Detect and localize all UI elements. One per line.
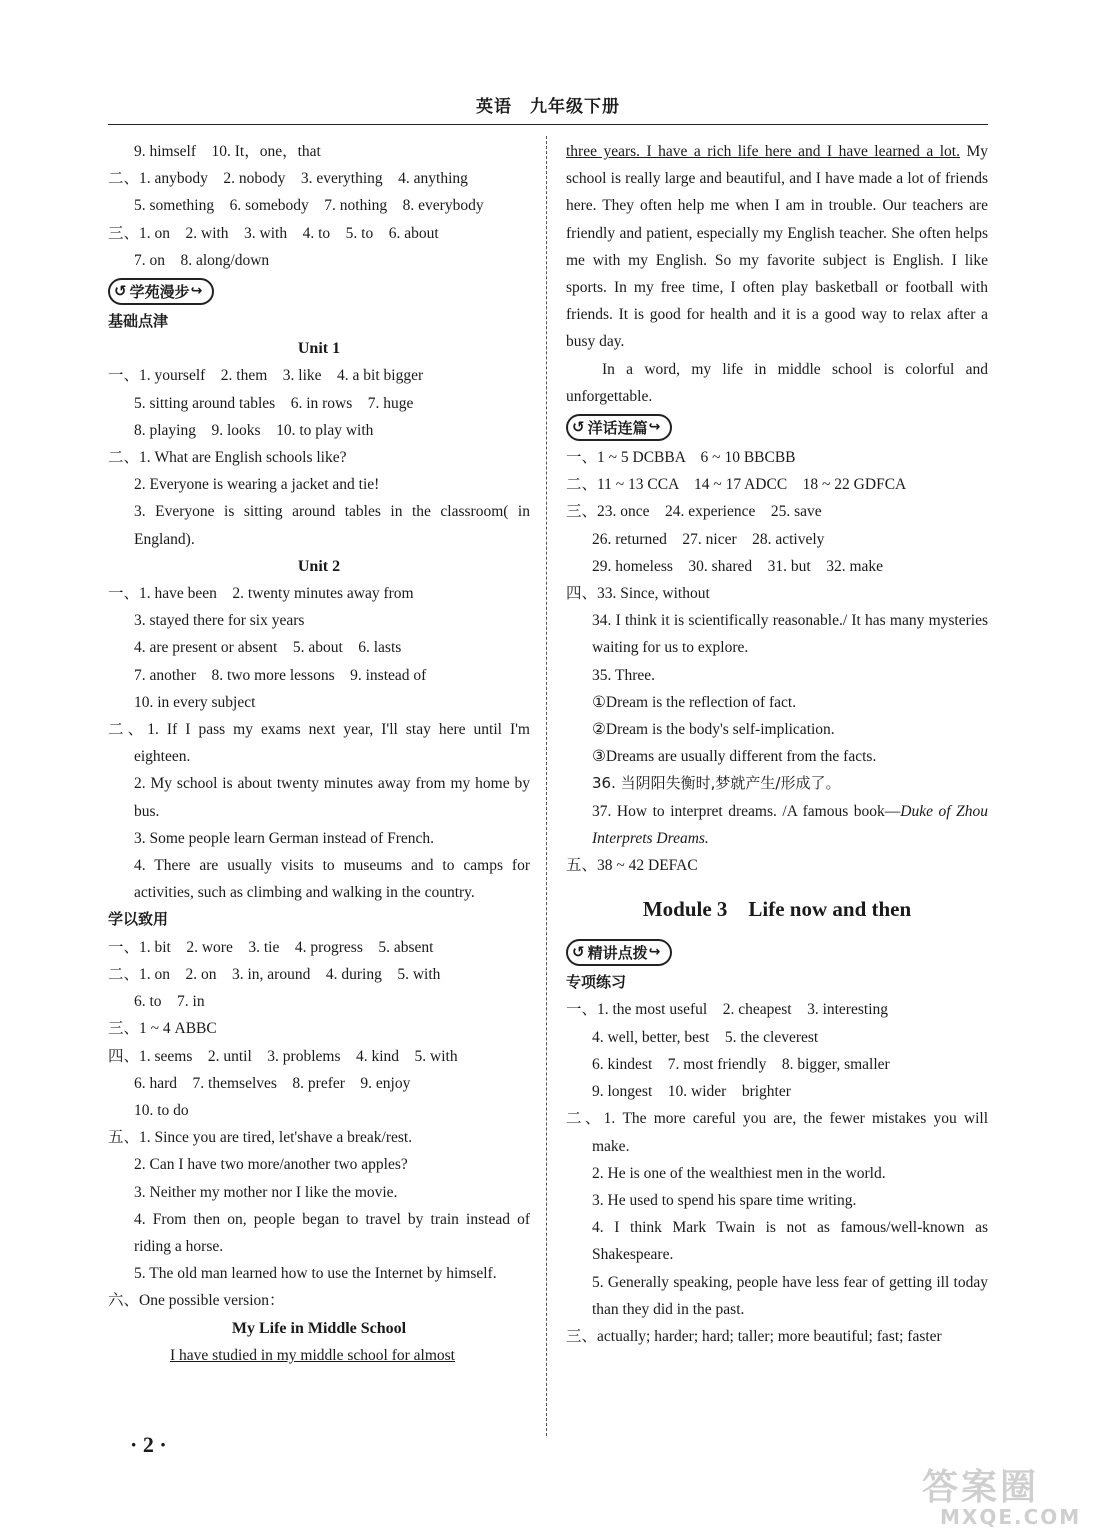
answer-line: 4. well, better, best 5. the cleverest bbox=[592, 1028, 819, 1046]
answer-line: 4. From then on, people began to travel by train instead of riding a horse. bbox=[134, 1210, 530, 1255]
essay-underlined-text: three years. I have a rich life here and I have learned a lot. bbox=[566, 143, 960, 160]
badge-label: 学苑漫步 bbox=[129, 282, 190, 301]
answer-line: 6. to 7. in bbox=[134, 993, 205, 1011]
answer-line bbox=[566, 798, 988, 852]
answer-line: 2. He is one of the wealthiest men in the world. bbox=[592, 1164, 886, 1182]
answer-line: 六、One possible version： bbox=[108, 1292, 285, 1310]
answer-line: 36. 当阴阳失衡时,梦就产生/形成了。 bbox=[592, 774, 841, 793]
answer-line: 2. Can I have two more/another two apples? bbox=[134, 1156, 408, 1174]
answer-line: 2. My school is about twenty minutes away from my home by bus. bbox=[134, 775, 530, 820]
answer-line: 4. are present or absent 5. about 6. lasts bbox=[134, 639, 402, 657]
header-title: 英语 九年级下册 bbox=[476, 97, 620, 117]
answer-line: 5. sitting around tables 6. in rows 7. huge bbox=[134, 394, 414, 412]
answer-line: 二、1. anybody 2. nobody 3. everything 4. anything bbox=[108, 170, 468, 188]
answer-line: ③Dreams are usually different from the facts. bbox=[592, 748, 877, 766]
answer-line: ①Dream is the reflection of fact. bbox=[592, 693, 797, 711]
answer-line: 二、1. The more careful you are, the fewer mistakes you will make. bbox=[566, 1110, 988, 1155]
column-divider bbox=[546, 136, 547, 1436]
answer-line: 五、1. Since you are tired, let'shave a break/rest. bbox=[108, 1129, 413, 1147]
answer-line: 10. in every subject bbox=[134, 693, 256, 711]
answer-line: 26. returned 27. nicer 28. actively bbox=[592, 530, 825, 548]
answer-line: 五、38 ~ 42 DEFAC bbox=[566, 857, 698, 875]
answer-line: 3. Everyone is sitting around tables in the classroom( in England). bbox=[134, 503, 530, 548]
answer-line: 5. something 6. somebody 7. nothing 8. everybody bbox=[134, 197, 484, 215]
answer-line: 2. Everyone is wearing a jacket and tie! bbox=[134, 476, 380, 494]
watermark-logo-text: 答案圈 bbox=[922, 1467, 1040, 1508]
answer-line: 一、1. have been 2. twenty minutes away from bbox=[108, 585, 414, 603]
answer-line: 三、1. on 2. with 3. with 4. to 5. to 6. about bbox=[108, 224, 439, 242]
answer-line: 35. Three. bbox=[592, 666, 655, 684]
answer-line: 5. Generally speaking, people have less fear of getting ill today than they did in the past. bbox=[592, 1273, 988, 1318]
swirl-icon: ↺ bbox=[114, 281, 127, 300]
curl-arrow-icon: ↪ bbox=[648, 419, 661, 436]
answer-line: 一、1. yourself 2. them 3. like 4. a bit bigger bbox=[108, 367, 424, 385]
answer-line: 一、1. bit 2. wore 3. tie 4. progress 5. absent bbox=[108, 938, 434, 956]
essay-paragraph bbox=[566, 138, 988, 356]
answer-line: ②Dream is the body's self-implication. bbox=[592, 721, 835, 739]
page-header bbox=[108, 92, 988, 125]
answer-text: 37. How to interpret dreams. /A famous book— bbox=[592, 802, 901, 820]
answer-line: 29. homeless 30. shared 31. but 32. make bbox=[592, 557, 884, 575]
essay-text: My school is really large and beautiful, and I have made a lot of friends here. They often help me when I am in trouble. Our teachers are friendly and patient, especially my English teacher. She often helps me with my English. So my favorite subject is English. I like sports. In my free time, I often play basketball or football with friends. It is good for health and it is a good way to relax after a busy day. bbox=[566, 143, 988, 351]
curl-arrow-icon: ↪ bbox=[190, 283, 203, 300]
answer-line: 4. There are usually visits to museums and to camps for activities, such as climbing and walking in the country. bbox=[134, 857, 530, 902]
answer-line: 6. kindest 7. most friendly 8. bigger, smaller bbox=[592, 1055, 890, 1073]
answer-line: 8. playing 9. looks 10. to play with bbox=[134, 421, 374, 439]
section-badge-yanghua bbox=[566, 410, 988, 444]
answer-line: 6. hard 7. themselves 8. prefer 9. enjoy bbox=[134, 1074, 411, 1092]
swirl-icon: ↺ bbox=[572, 942, 585, 961]
page-number: · 2 · bbox=[130, 1432, 167, 1457]
answer-line: 7. another 8. two more lessons 9. instead of bbox=[134, 666, 427, 684]
badge-label: 精讲点拨 bbox=[587, 943, 648, 962]
answer-line: 3. Some people learn German instead of French. bbox=[134, 829, 435, 847]
answer-line: 10. to do bbox=[134, 1101, 189, 1119]
answer-line: 3. stayed there for six years bbox=[134, 612, 305, 630]
answer-line: 一、1 ~ 5 DCBBA 6 ~ 10 BBCBB bbox=[566, 449, 796, 467]
watermark-url: MXQE.COM bbox=[940, 1505, 1082, 1529]
answer-line: 3. He used to spend his spare time writing. bbox=[592, 1191, 857, 1209]
answer-line: 二、1. on 2. on 3. in, around 4. during 5. with bbox=[108, 965, 441, 983]
answer-line: 5. The old man learned how to use the Internet by himself. bbox=[134, 1265, 497, 1283]
essay-title: My Life in Middle School bbox=[231, 1319, 407, 1337]
curl-arrow-icon: ↪ bbox=[648, 944, 661, 961]
unit-heading: Unit 1 bbox=[297, 340, 341, 358]
answer-line: 34. I think it is scientifically reasonable./ It has many mysteries waiting for us to explore. bbox=[592, 612, 988, 657]
answer-line: 二、1. If I pass my exams next year, I'll stay here until I'm eighteen. bbox=[108, 721, 530, 766]
answer-line: 3. Neither my mother nor I like the movie. bbox=[134, 1183, 398, 1201]
swirl-icon: ↺ bbox=[572, 417, 585, 436]
left-column bbox=[108, 138, 530, 1369]
answer-line: 三、actually; harder; hard; taller; more beautiful; fast; faster bbox=[566, 1327, 942, 1345]
right-column bbox=[566, 138, 988, 1350]
subsection-heading: 学以致用 bbox=[108, 910, 169, 929]
answer-line: 四、33. Since, without bbox=[566, 585, 710, 603]
essay-paragraph: In a word, my life in middle school is colorful and unforgettable. bbox=[566, 360, 988, 405]
site-watermark bbox=[922, 1467, 1092, 1532]
answer-line: 三、23. once 24. experience 25. save bbox=[566, 503, 822, 521]
section-badge-jingjiang bbox=[566, 935, 988, 969]
answer-line: 7. on 8. along/down bbox=[134, 251, 270, 269]
essay-text: I have studied in my middle school for almost bbox=[170, 1346, 455, 1364]
answer-line: 二、1. What are English schools like? bbox=[108, 449, 347, 467]
answer-line: 二、11 ~ 13 CCA 14 ~ 17 ADCC 18 ~ 22 GDFCA bbox=[566, 476, 907, 494]
answer-line: 三、1 ~ 4 ABBC bbox=[108, 1020, 217, 1038]
unit-heading: Unit 2 bbox=[297, 557, 341, 575]
section-badge-xueyuan bbox=[108, 274, 530, 308]
answer-line: 一、1. the most useful 2. cheapest 3. interesting bbox=[566, 1001, 888, 1019]
answer-line: 4. I think Mark Twain is not as famous/well-known as Shakespeare. bbox=[592, 1219, 988, 1264]
subsection-heading: 专项练习 bbox=[566, 973, 627, 992]
answer-line: 四、1. seems 2. until 3. problems 4. kind 5. with bbox=[108, 1047, 458, 1065]
subsection-heading: 基础点津 bbox=[108, 312, 169, 331]
badge-label: 洋话连篇 bbox=[587, 418, 648, 437]
answer-line: 9. longest 10. wider brighter bbox=[592, 1083, 791, 1101]
book-title: Duke of Zhou Interprets Dreams. bbox=[592, 802, 988, 847]
answer-line: 9. himself 10. It，one，that bbox=[134, 143, 321, 160]
module-title: Module 3 Life now and then bbox=[642, 897, 912, 922]
